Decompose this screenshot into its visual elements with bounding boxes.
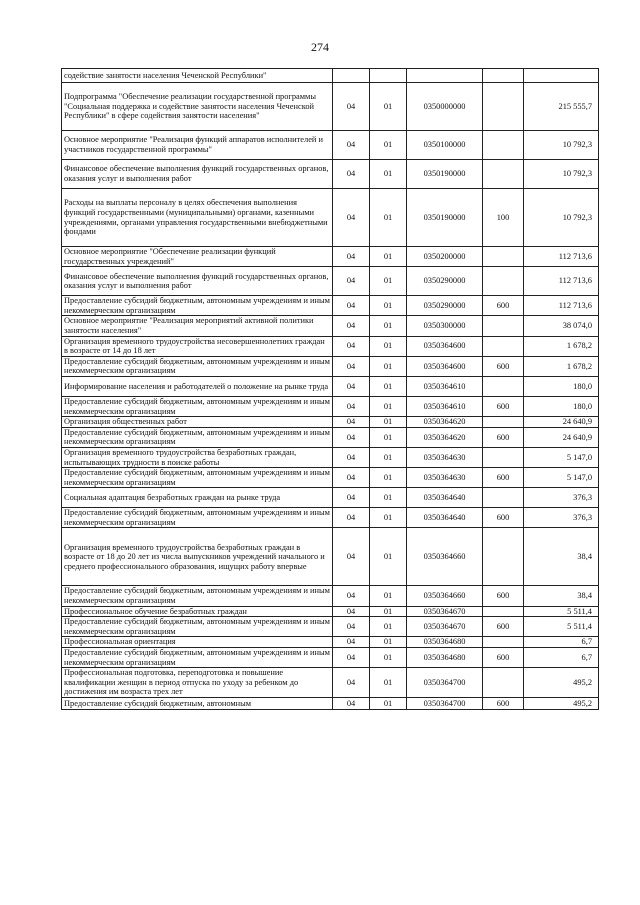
row-vr [483, 247, 524, 267]
row-sum: 180,0 [524, 376, 599, 396]
row-pr: 01 [370, 698, 407, 710]
row-csr: 0350364660 [407, 586, 483, 606]
row-sum: 112 713,6 [524, 296, 599, 316]
row-pr: 01 [370, 417, 407, 428]
row-name: Организация временного трудоустройства безработных граждан в возрасте от 18 до 20 лет из числа выпускников учреждений начального и среднего профессионального образования, ищущих работу впервые [62, 528, 333, 586]
row-vr [483, 83, 524, 131]
table-row [62, 336, 599, 356]
row-vr: 100 [483, 189, 524, 247]
row-name: Финансовое обеспечение выполнения функций государственных органов, оказания услуг и выполнения работ [62, 267, 333, 296]
row-name: Предоставление субсидий бюджетным, автономным учреждениям и иным некоммерческим организациям [62, 296, 333, 316]
budget-table-body [62, 69, 599, 710]
table-row [62, 637, 599, 648]
row-pr: 01 [370, 648, 407, 668]
row-pr: 01 [370, 427, 407, 447]
row-vr [483, 637, 524, 648]
table-row [62, 417, 599, 428]
row-pr: 01 [370, 617, 407, 637]
row-name: Предоставление субсидий бюджетным, автономным учреждениям и иным некоммерческим организациям [62, 508, 333, 528]
row-pr: 01 [370, 637, 407, 648]
row-csr: 0350364630 [407, 447, 483, 467]
row-sum: 6,7 [524, 637, 599, 648]
row-sum: 1 678,2 [524, 336, 599, 356]
row-sum: 112 713,6 [524, 247, 599, 267]
row-vr: 600 [483, 396, 524, 416]
row-name: Организация временного трудоустройства безработных граждан, испытывающих трудности в поиске работы [62, 447, 333, 467]
row-rz: 04 [333, 508, 370, 528]
row-rz: 04 [333, 160, 370, 189]
row-pr [370, 69, 407, 83]
row-vr [483, 376, 524, 396]
row-rz: 04 [333, 131, 370, 160]
row-name: Профессиональная подготовка, переподготовка и повышение квалификации женщин в период отпуска по уходу за ребенком до достижения им возраста трех лет [62, 668, 333, 698]
row-sum: 10 792,3 [524, 189, 599, 247]
row-csr: 0350364620 [407, 427, 483, 447]
row-rz: 04 [333, 247, 370, 267]
row-sum: 5 511,4 [524, 606, 599, 617]
row-sum: 495,2 [524, 668, 599, 698]
table-row [62, 586, 599, 606]
row-vr: 600 [483, 356, 524, 376]
row-csr: 0350190000 [407, 189, 483, 247]
row-sum: 38,4 [524, 528, 599, 586]
row-name: Подпрограмма "Обеспечение реализации государственной программы "Социальная поддержка и содействие занятости населения Чеченской Республики" в сфере содействия занятости населения" [62, 83, 333, 131]
row-pr: 01 [370, 447, 407, 467]
row-rz: 04 [333, 648, 370, 668]
row-name: Основное мероприятие "Реализация функций аппаратов исполнителей и участников государственной программы" [62, 131, 333, 160]
row-sum: 5 147,0 [524, 447, 599, 467]
row-sum: 5 147,0 [524, 468, 599, 488]
row-name: Предоставление субсидий бюджетным, автономным учреждениям и иным некоммерческим организациям [62, 427, 333, 447]
row-name: Финансовое обеспечение выполнения функций государственных органов, оказания услуг и выполнения работ [62, 160, 333, 189]
table-row [62, 247, 599, 267]
row-pr: 01 [370, 83, 407, 131]
row-vr [483, 336, 524, 356]
row-vr: 600 [483, 617, 524, 637]
row-csr: 0350364600 [407, 336, 483, 356]
row-sum: 376,3 [524, 488, 599, 508]
row-pr: 01 [370, 316, 407, 336]
row-name: содействие занятости населения Чеченской Республики" [62, 69, 333, 83]
row-pr: 01 [370, 668, 407, 698]
row-rz: 04 [333, 336, 370, 356]
row-sum: 10 792,3 [524, 160, 599, 189]
row-name: Расходы на выплаты персоналу в целях обеспечения выполнения функций государственными (муниципальными) органами, казенными учреждениями, органами управления государственными внебюджетными фондами [62, 189, 333, 247]
row-pr: 01 [370, 267, 407, 296]
row-csr: 0350364670 [407, 606, 483, 617]
row-sum: 24 640,9 [524, 427, 599, 447]
row-pr: 01 [370, 508, 407, 528]
page-number: 274 [311, 40, 329, 54]
row-sum: 1 678,2 [524, 356, 599, 376]
row-vr: 600 [483, 586, 524, 606]
table-row [62, 189, 599, 247]
table-row [62, 648, 599, 668]
row-vr [483, 606, 524, 617]
row-vr [483, 528, 524, 586]
row-csr: 0350364610 [407, 376, 483, 396]
row-csr: 0350200000 [407, 247, 483, 267]
row-rz: 04 [333, 417, 370, 428]
row-rz: 04 [333, 606, 370, 617]
table-row [62, 296, 599, 316]
row-pr: 01 [370, 336, 407, 356]
row-rz: 04 [333, 356, 370, 376]
row-sum: 112 713,6 [524, 267, 599, 296]
table-row [62, 396, 599, 416]
row-name: Организация временного трудоустройства несовершеннолетних граждан в возрасте от 14 до 18 лет [62, 336, 333, 356]
table-row [62, 356, 599, 376]
row-sum [524, 69, 599, 83]
row-name: Социальная адаптация безработных граждан на рынке труда [62, 488, 333, 508]
row-vr [483, 69, 524, 83]
table-row [62, 468, 599, 488]
table-row [62, 160, 599, 189]
row-csr: 0350364680 [407, 637, 483, 648]
row-csr: 0350364680 [407, 648, 483, 668]
row-pr: 01 [370, 189, 407, 247]
row-rz: 04 [333, 427, 370, 447]
table-row [62, 69, 599, 83]
row-rz: 04 [333, 637, 370, 648]
row-pr: 01 [370, 131, 407, 160]
row-rz: 04 [333, 316, 370, 336]
row-pr: 01 [370, 528, 407, 586]
row-rz: 04 [333, 267, 370, 296]
row-vr: 600 [483, 508, 524, 528]
row-rz: 04 [333, 528, 370, 586]
row-csr: 0350290000 [407, 267, 483, 296]
row-rz: 04 [333, 189, 370, 247]
row-name: Предоставление субсидий бюджетным, автономным учреждениям и иным некоммерческим организациям [62, 648, 333, 668]
row-pr: 01 [370, 160, 407, 189]
table-row [62, 316, 599, 336]
table-row [62, 508, 599, 528]
row-csr: 0350364700 [407, 698, 483, 710]
row-pr: 01 [370, 488, 407, 508]
row-sum: 5 511,4 [524, 617, 599, 637]
row-csr [407, 69, 483, 83]
row-vr [483, 447, 524, 467]
row-csr: 0350364700 [407, 668, 483, 698]
row-sum: 38 074,0 [524, 316, 599, 336]
table-row [62, 698, 599, 710]
row-name: Основное мероприятие "Реализация мероприятий активной политики занятости населения" [62, 316, 333, 336]
row-name: Предоставление субсидий бюджетным, автономным учреждениям и иным некоммерческим организациям [62, 586, 333, 606]
row-name: Предоставление субсидий бюджетным, автономным учреждениям и иным некоммерческим организациям [62, 356, 333, 376]
row-pr: 01 [370, 296, 407, 316]
row-csr: 0350000000 [407, 83, 483, 131]
row-csr: 0350364620 [407, 417, 483, 428]
row-sum: 215 555,7 [524, 83, 599, 131]
row-pr: 01 [370, 396, 407, 416]
row-name: Предоставление субсидий бюджетным, автономным [62, 698, 333, 710]
row-pr: 01 [370, 376, 407, 396]
row-vr [483, 417, 524, 428]
table-row [62, 131, 599, 160]
row-sum: 376,3 [524, 508, 599, 528]
row-vr [483, 267, 524, 296]
row-vr: 600 [483, 698, 524, 710]
row-rz: 04 [333, 586, 370, 606]
row-rz: 04 [333, 447, 370, 467]
row-name: Основное мероприятие "Обеспечение реализации функций государственных учреждений" [62, 247, 333, 267]
row-csr: 0350364660 [407, 528, 483, 586]
row-name: Организация общественных работ [62, 417, 333, 428]
row-vr [483, 316, 524, 336]
table-row [62, 83, 599, 131]
table-row [62, 528, 599, 586]
row-sum: 10 792,3 [524, 131, 599, 160]
row-csr: 0350364640 [407, 508, 483, 528]
table-row [62, 447, 599, 467]
row-vr [483, 668, 524, 698]
row-csr: 0350364630 [407, 468, 483, 488]
row-csr: 0350364610 [407, 396, 483, 416]
row-pr: 01 [370, 606, 407, 617]
row-csr: 0350190000 [407, 160, 483, 189]
row-sum: 6,7 [524, 648, 599, 668]
row-sum: 24 640,9 [524, 417, 599, 428]
row-vr [483, 488, 524, 508]
row-vr [483, 160, 524, 189]
row-pr: 01 [370, 247, 407, 267]
row-name: Информирование населения и работодателей о положение на рынке труда [62, 376, 333, 396]
row-vr: 600 [483, 427, 524, 447]
table-row [62, 488, 599, 508]
row-vr: 600 [483, 468, 524, 488]
row-sum: 495,2 [524, 698, 599, 710]
row-vr: 600 [483, 648, 524, 668]
table-row [62, 668, 599, 698]
row-name: Предоставление субсидий бюджетным, автономным учреждениям и иным некоммерческим организациям [62, 396, 333, 416]
row-csr: 0350364600 [407, 356, 483, 376]
row-vr: 600 [483, 296, 524, 316]
row-sum: 180,0 [524, 396, 599, 416]
row-csr: 0350364670 [407, 617, 483, 637]
row-rz: 04 [333, 396, 370, 416]
row-pr: 01 [370, 586, 407, 606]
row-pr: 01 [370, 468, 407, 488]
table-row [62, 606, 599, 617]
row-rz: 04 [333, 83, 370, 131]
row-name: Профессиональная ориентация [62, 637, 333, 648]
row-name: Предоставление субсидий бюджетным, автономным учреждениям и иным некоммерческим организациям [62, 468, 333, 488]
row-pr: 01 [370, 356, 407, 376]
row-rz [333, 69, 370, 83]
row-name: Профессиональное обучение безработных граждан [62, 606, 333, 617]
row-csr: 0350100000 [407, 131, 483, 160]
row-rz: 04 [333, 296, 370, 316]
row-rz: 04 [333, 376, 370, 396]
row-rz: 04 [333, 488, 370, 508]
row-csr: 0350300000 [407, 316, 483, 336]
table-row [62, 617, 599, 637]
table-row [62, 427, 599, 447]
row-name: Предоставление субсидий бюджетным, автономным учреждениям и иным некоммерческим организациям [62, 617, 333, 637]
row-rz: 04 [333, 617, 370, 637]
row-rz: 04 [333, 468, 370, 488]
row-vr [483, 131, 524, 160]
row-sum: 38,4 [524, 586, 599, 606]
table-row [62, 376, 599, 396]
row-rz: 04 [333, 668, 370, 698]
row-csr: 0350364640 [407, 488, 483, 508]
row-csr: 0350290000 [407, 296, 483, 316]
table-row [62, 267, 599, 296]
budget-table [61, 68, 599, 710]
row-rz: 04 [333, 698, 370, 710]
